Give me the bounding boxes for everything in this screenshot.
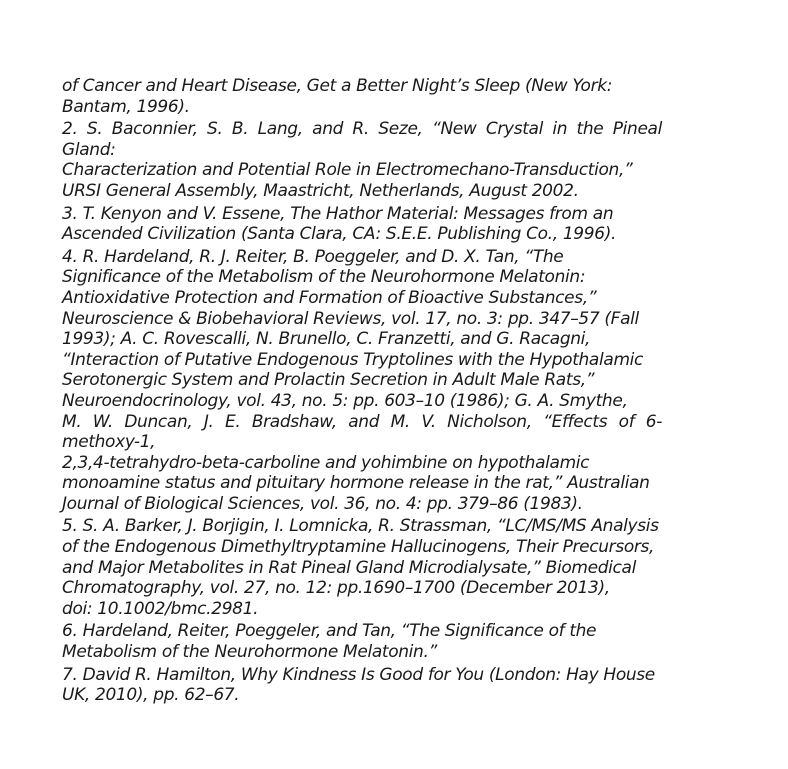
endnote-3: 3. T. Kenyon and V. Essene, The Hathor Material: Messages from an Ascended Civilization (Santa Clara, CA: S.E.E. Publishing Co., 1996). (62, 203, 617, 245)
endnote-6: 6. Hardeland, Reiter, Poeggeler, and Tan, “The Significance of the Metabolism of the Neurohormone Melatonin.” (62, 621, 597, 663)
endnote-4: 4. R. Hardeland, R. J. Reiter, B. Poeggeler, and D. X. Tan, “The Significance of the Metabolism of the Neurohormone Melatonin: Antioxidative Protection and Formation of Bioactive Substances,” Neuroscience & Biobehavioral Reviews, vol. 17, no. 3: pp. 347–57 (Fall 1993); A. C. Rovescalli, N. Brunello, C. Franzetti, and G. Racagni, “Interaction of Putative Endogenous Tryptolines with the Hypothalamic Serotonergic System and Prolactin Secretion in Adult Male Rats,” Neuroendocrinology, vol. 43, no. 5: pp. 603–10 (1986); G. A. Smythe, M. W. Duncan, J. E. Bradshaw, and M. V. Nicholson, “Effects of 6-methoxy-1, 2,3,4-tetrahydro-beta-carboline and yohimbine on hypothalamic monoamine status and pituitary hormone release in the rat,” Australian Journal of Biological Sciences, vol. 36, no. 4: pp. 379–86 (1983). (62, 246, 662, 514)
endnotes-page (62, 76, 662, 708)
endnote-2: 2. S. Baconnier, S. B. Lang, and R. Seze, “New Crystal in the Pineal Gland: Characterization and Potential Role in Electromechano-Transduction,” URSI General Assembly, Maastricht, Netherlands, August 2002. (62, 119, 662, 201)
endnote-5: 5. S. A. Barker, J. Borjigin, I. Lomnicka, R. Strassman, “LC/MS/MS Analysis of the Endogenous Dimethyltryptamine Hallucinogens, Their Precursors, and Major Metabolites in Rat Pineal Gland Microdialysate,” Biomedical Chromatography, vol. 27, no. 12: pp.1690–1700 (December 2013), doi: 10.1002/bmc.2981. (62, 516, 659, 619)
endnote-7: 7. David R. Hamilton, Why Kindness Is Good for You (London: Hay House UK, 2010), pp. 62–67. (62, 664, 655, 706)
endnote-continuation: of Cancer and Heart Disease, Get a Better Night’s Sleep (New York: Bantam, 1996). (62, 76, 613, 117)
